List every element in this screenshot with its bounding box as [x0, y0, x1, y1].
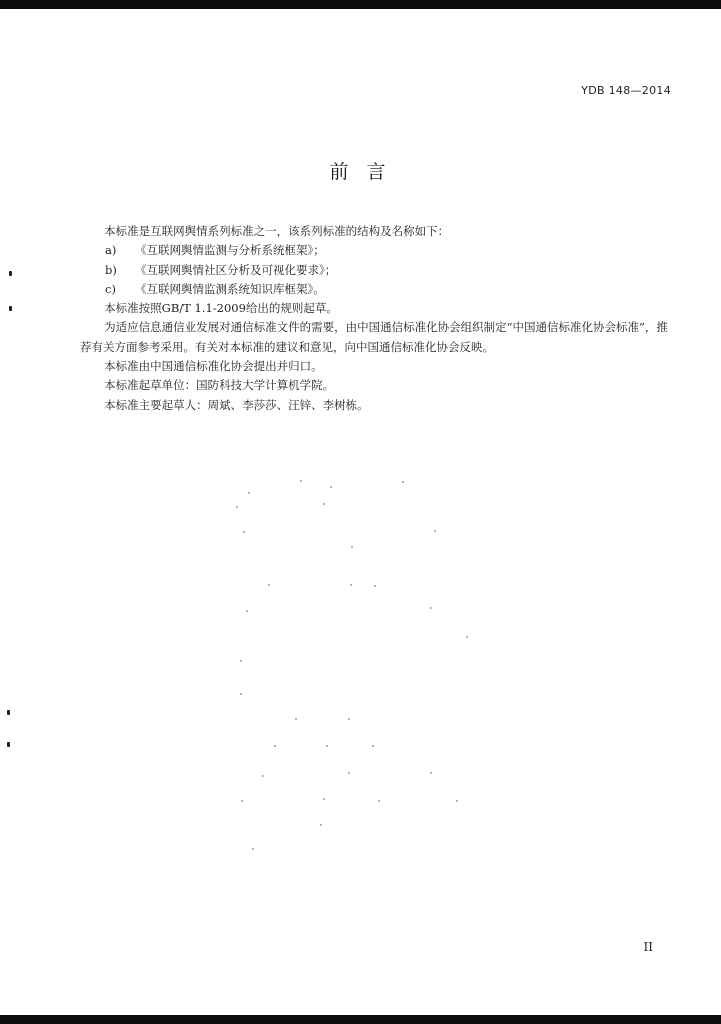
standard-number: YDB 148—2014	[581, 84, 671, 97]
list-item-text: 《互联网舆情监测与分析系统框架》；	[135, 243, 325, 258]
drafting-unit-paragraph: 本标准起草单位：国防科技大学计算机学院。	[104, 378, 335, 393]
drafters-paragraph: 本标准主要起草人：周斌、李莎莎、汪锌、李树栋。	[104, 397, 369, 412]
scan-speck	[7, 742, 10, 747]
scan-speck	[9, 271, 12, 276]
list-item-text: 《互联网舆情社区分析及可视化要求》；	[135, 262, 337, 277]
page-title: 前言	[329, 161, 404, 183]
drafting-rules-paragraph: 本标准按照GB/T 1.1-2009给出的规则起草。	[104, 301, 338, 316]
scan-speck	[9, 306, 12, 311]
scan-border-bottom	[0, 1015, 721, 1024]
list-marker: a)	[105, 243, 117, 258]
list-item	[80, 241, 670, 260]
proposer-paragraph: 本标准由中国通信标准化协会提出并归口。	[104, 359, 323, 374]
page-number: II	[643, 940, 653, 954]
list-item-text: 《互联网舆情监测系统知识库框架》。	[135, 281, 325, 296]
list-marker: b)	[105, 262, 117, 277]
list-item	[80, 280, 670, 299]
intro-paragraph: 本标准是互联网舆情系列标准之一，该系列标准的结构及名称如下：	[104, 224, 450, 238]
list-item	[80, 261, 670, 280]
list-marker: c)	[105, 281, 116, 296]
scan-speck	[7, 710, 10, 715]
foreword-body	[80, 222, 670, 415]
scan-border-top	[0, 0, 721, 9]
purpose-paragraph: 为适应信息通信业发展对通信标准文件的需要，由中国通信标准化协会组织制定“中国通信标准化协会标准”，推荐有关方面参考采用。有关对本标准的建议和意见，向中国通信标准化协会反映。	[80, 320, 668, 354]
